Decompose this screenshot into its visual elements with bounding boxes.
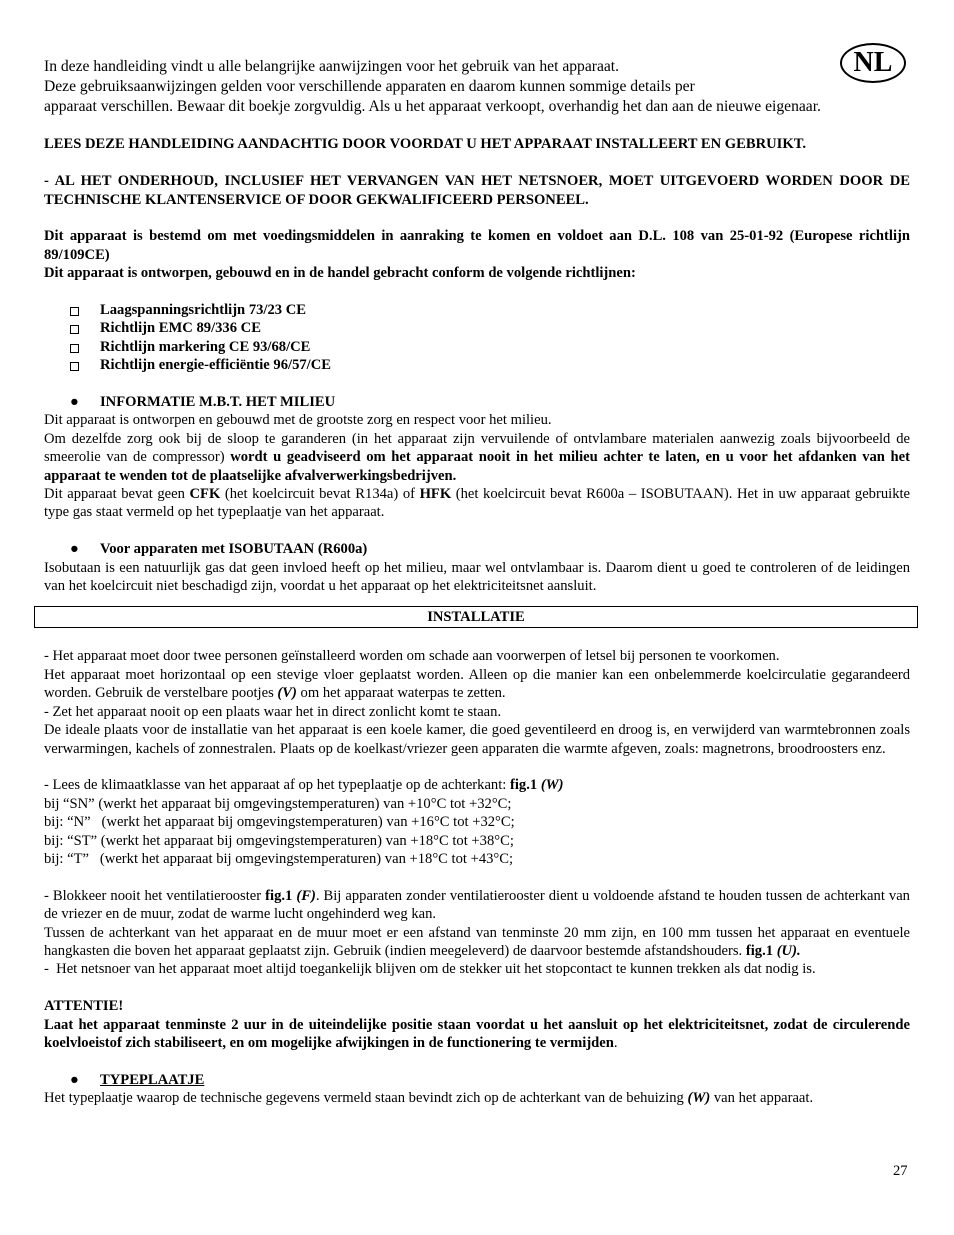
distance-text: Tussen de achterkant van het apparaat en de muur moet er een afstand van tenminste 20 mm zijn, en 100 mm tussen het apparaat en eventuele hangkasten die boven het apparaat geplaatst zijn. Gebruik (indien meegeleverd) de daarvoor bestemde afstandshouders. fig.1 (U). xyxy=(44,924,910,959)
isobutane-text: Isobutaan is een natuurlijk gas dat geen invloed heeft op het milieu, maar wel ontvlambaar is. Daarom dient u goed te controleren of de leidingen van het koelcircuit niet beschadigd zijn, voordat u het apparaat op het elektriciteitsnet aansluit. xyxy=(44,559,910,595)
environment-text-3: Dit apparaat bevat geen CFK (het koelcircuit bevat R134a) of HFK (het koelcircuit bevat R600a – ISOBUTAAN). Het in uw apparaat gebruikte type gas staat vermeld op het typeplaatje van het apparaat. xyxy=(44,486,911,521)
directives-intro: Dit apparaat is ontworpen, gebouwd en in de handel gebracht conform de volgende richtlijnen: xyxy=(44,265,636,282)
climate-class-intro: - Lees de klimaatklasse van het apparaat af op het typeplaatje op de achterkant: fig.1 (W) xyxy=(44,777,564,794)
environment-heading: ● INFORMATIE M.B.T. HET MILIEU xyxy=(70,394,336,411)
page-number: 27 xyxy=(893,1163,908,1179)
maintenance-warning: - AL HET ONDERHOUD, INCLUSIEF HET VERVANGEN VAN HET NETSNOER, MOET UITGEVOERD WORDEN DOOR DE TECHNISCHE KLANTENSERVICE OF DOOR GEKWALIFICEERD PERSONEEL. xyxy=(44,173,910,208)
typeplate-text: Het typeplaatje waarop de technische gegevens vermeld staan bevindt zich op de achterkant van de behuizing (W) van het apparaat. xyxy=(44,1090,814,1107)
bullet-dot-icon: ● xyxy=(70,541,79,558)
climate-class-item: bij: “N” (werkt het apparaat bij omgevingstemperaturen) van +16°C tot +32°C; xyxy=(44,814,515,831)
installation-text-3: - Zet het apparaat nooit op een plaats waar het in direct zonlicht komt te staan. xyxy=(44,703,502,720)
directive-item: Richtlijn energie-efficiëntie 96/57/CE xyxy=(70,356,910,374)
installation-text-4: De ideale plaats voor de installatie van het apparaat is een koele kamer, die goed geventileerd en droog is, en verwijderd van warmtebronnen zoals verwarmingen, kachels of zonnestralen. Plaats op de koelkast/vriezer geen apparaten die warmte afgeven, zoals: magnetrons, broodroosters enz. xyxy=(44,722,910,757)
attention-text: Laat het apparaat tenminste 2 uur in de uiteindelijke positie staan voordat u het aansluit op het elektriciteitsnet, zodat de circulerende koelvloeistof zich stabiliseert, en om mogelijke afwijkingen in de functionering te vermijden. xyxy=(44,1016,910,1051)
intro-line-2: Deze gebruiksaanwijzingen gelden voor verschillende apparaten en daarom kunnen sommige details per xyxy=(44,78,695,95)
isobutane-heading: ● Voor apparaten met ISOBUTAAN (R600a) xyxy=(70,541,368,558)
directives-list xyxy=(44,301,910,375)
intro-line-1: In deze handleiding vindt u alle belangrijke aanwijzingen voor het gebruik van het apparaat. xyxy=(44,58,620,75)
typeplate-heading: ● TYPEPLAATJE xyxy=(70,1071,205,1088)
installation-heading: INSTALLATIE xyxy=(34,606,918,628)
climate-class-item: bij: “ST” (werkt het apparaat bij omgevingstemperaturen) van +18°C tot +38°C; xyxy=(44,832,514,849)
bullet-dot-icon: ● xyxy=(70,394,79,411)
environment-text-2: Om dezelfde zorg ook bij de sloop te garanderen (in het apparaat zijn vervuilende of ontvlambare materialen aanwezig zoals bijvoorbeeld de smeerolie van de compressor) wordt u geadviseerd om het apparaat nooit in het milieu achter te laten, en u voor het afdanken van het apparaat te wenden tot de plaatselijke afvalverwerkingsbedrijven. xyxy=(44,430,910,484)
bullet-dot-icon: ● xyxy=(70,1071,79,1088)
environment-text-1: Dit apparaat is ontworpen en gebouwd met de grootste zorg en respect voor het milieu. xyxy=(44,412,552,429)
power-cord-text: - Het netsnoer van het apparaat moet altijd toegankelijk blijven om de stekker uit het stopcontact te kunnen trekken als dat nodig is. xyxy=(44,961,816,978)
read-manual-warning: LEES DEZE HANDLEIDING AANDACHTIG DOOR VOORDAT U HET APPARAAT INSTALLEERT EN GEBRUIKT. xyxy=(44,136,807,153)
directive-item: Richtlijn markering CE 93/68/CE xyxy=(70,338,910,356)
installation-text-1: - Het apparaat moet door twee personen geïnstalleerd worden om schade aan voorwerpen of letsel bij personen te voorkomen. xyxy=(44,648,780,665)
climate-class-item: bij: “T” (werkt het apparaat bij omgevingstemperaturen) van +18°C tot +43°C; xyxy=(44,850,514,867)
climate-class-item: bij “SN” (werkt het apparaat bij omgevingstemperaturen) van +10°C tot +32°C; xyxy=(44,795,512,812)
directive-item: Laagspanningsrichtlijn 73/23 CE xyxy=(70,301,910,319)
intro-line-3: apparaat verschillen. Bewaar dit boekje zorgvuldig. Als u het apparaat verkoopt, overhandig het dan aan de nieuwe eigenaar. xyxy=(44,98,821,115)
food-contact-compliance: Dit apparaat is bestemd om met voedingsmiddelen in aanraking te komen en voldoet aan D.L. 108 van 25-01-92 (Europese richtlijn 89/109CE) xyxy=(44,228,910,263)
page-content xyxy=(44,57,910,1108)
attention-heading: ATTENTIE! xyxy=(44,998,124,1015)
directive-item: Richtlijn EMC 89/336 CE xyxy=(70,319,910,337)
language-badge: NL xyxy=(840,43,906,83)
ventilation-text: - Blokkeer nooit het ventilatierooster fig.1 (F). Bij apparaten zonder ventilatierooster dient u voldoende afstand te houden tussen de achterkant van de vriezer en de muur, zodat de warme lucht ongehinderd weg kan. xyxy=(44,887,910,923)
installation-text-2: Het apparaat moet horizontaal op een stevige vloer geplaatst worden. Alleen op die manier kan een onbelemmerde koelcirculatie gegarandeerd worden. Gebruik de verstelbare pootjes (V) om het apparaat waterpas te zetten. xyxy=(44,666,910,702)
